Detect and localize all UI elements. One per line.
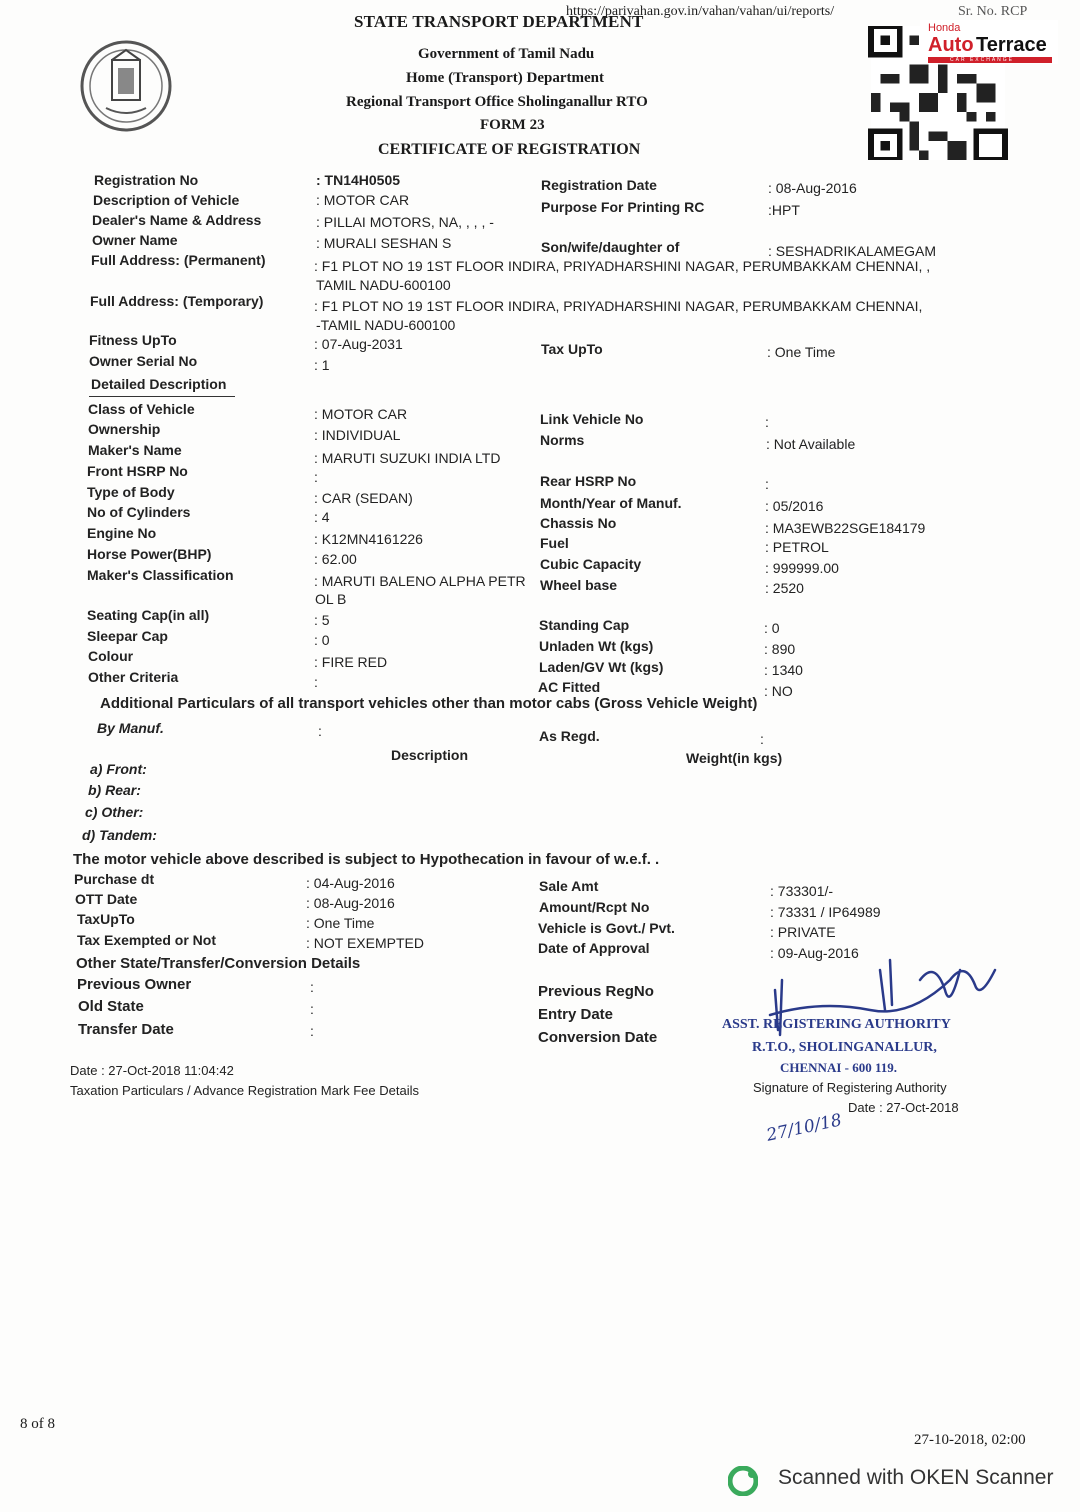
reg-no-label: Registration No <box>94 172 199 188</box>
description-heading: Description <box>391 747 469 763</box>
front-hsrp-label: Front HSRP No <box>87 463 188 479</box>
dealer-logo <box>920 20 1058 64</box>
hypothecation-title: The motor vehicle above described is subject to Hypothecation in favour of w.e.f. . <box>73 851 660 868</box>
brand-sub: CAR EXCHANGE <box>950 57 1015 63</box>
purpose-label: Purpose For Printing RC <box>541 199 705 215</box>
page-number: 8 of 8 <box>20 1416 55 1432</box>
norms-label: Norms <box>540 432 585 448</box>
unladen-label: Unladen Wt (kgs) <box>539 638 654 654</box>
signature-label: Signature of Registering Authority <box>753 1080 947 1095</box>
dealer-value: : PILLAI MOTORS, NA, , , , - <box>316 214 494 230</box>
colour-label: Colour <box>88 648 134 664</box>
gov-line: Government of Tamil Nadu <box>418 46 595 62</box>
by-manuf-colon: : <box>318 723 322 739</box>
rear-hsrp-label: Rear HSRP No <box>540 473 637 489</box>
addr-perm-label: Full Address: (Permanent) <box>91 252 266 268</box>
reg-date-value: : 08-Aug-2016 <box>768 180 857 196</box>
prev-owner-label: Previous Owner <box>77 976 192 993</box>
son-value: : SESHADRIKALAMEGAM <box>768 243 937 259</box>
old-state-colon: : <box>310 1001 314 1017</box>
fuel-value: : PETROL <box>765 539 829 555</box>
as-regd-label: As Regd. <box>539 728 600 744</box>
transfer-date-colon: : <box>310 1023 314 1039</box>
approval-label: Date of Approval <box>538 940 650 956</box>
serial-value: : 1 <box>314 357 330 373</box>
detailed-heading: Detailed Description <box>91 376 227 392</box>
form-line: FORM 23 <box>480 117 545 133</box>
tax-value: : One Time <box>767 344 836 360</box>
govt-pvt-label: Vehicle is Govt./ Pvt. <box>538 920 675 936</box>
ownership-label: Ownership <box>88 421 161 437</box>
standing-value: : 0 <box>764 620 780 636</box>
addr-perm-line1: : F1 PLOT NO 19 1ST FLOOR INDIRA, PRIYADHARSHINI NAGAR, PERUMBAKKAM CHENNAI, , <box>314 258 931 274</box>
tax-exempt-label: Tax Exempted or Not <box>77 932 216 948</box>
maker-label: Maker's Name <box>88 442 182 458</box>
addr-temp-line1: : F1 PLOT NO 19 1ST FLOOR INDIRA, PRIYADHARSHINI NAGAR, PERUMBAKKAM CHENNAI, <box>314 298 923 314</box>
sleeper-value: : 0 <box>314 632 330 648</box>
link-vehicle-value: : <box>765 414 769 430</box>
ac-label: AC Fitted <box>538 679 601 695</box>
entry-date-label: Entry Date <box>538 1006 614 1023</box>
axle-rear: b) Rear: <box>88 782 141 798</box>
standing-label: Standing Cap <box>539 617 630 633</box>
cylinders-label: No of Cylinders <box>87 504 191 520</box>
owner-label: Owner Name <box>92 232 178 248</box>
norms-value: : Not Available <box>766 436 856 452</box>
axle-other: c) Other: <box>85 804 144 820</box>
body-label: Type of Body <box>87 484 175 500</box>
colour-value: : FIRE RED <box>314 654 388 670</box>
weight-heading: Weight(in kgs) <box>686 750 783 766</box>
axle-front: a) Front: <box>90 761 147 777</box>
link-vehicle-label: Link Vehicle No <box>540 411 644 427</box>
engine-label: Engine No <box>87 525 157 541</box>
brand-terrace: Terrace <box>976 34 1047 56</box>
manuf-value: : 05/2016 <box>765 498 824 514</box>
ownership-value: : INDIVIDUAL <box>314 427 401 443</box>
detailed-underline <box>89 396 235 397</box>
wheelbase-value: : 2520 <box>765 580 804 596</box>
addr-temp-line2: -TAMIL NADU-600100 <box>316 317 456 333</box>
bhp-value: : 62.00 <box>314 551 357 567</box>
wheelbase-label: Wheel base <box>540 577 618 593</box>
sale-amt-label: Sale Amt <box>539 878 599 894</box>
purchase-label: Purchase dt <box>74 871 155 887</box>
fitness-label: Fitness UpTo <box>89 332 177 348</box>
dealer-label: Dealer's Name & Address <box>92 212 262 228</box>
rcpt-value: : 73331 / IP64989 <box>770 904 881 920</box>
addr-temp-label: Full Address: (Temporary) <box>90 293 264 309</box>
print-date: Date : 27-Oct-2018 11:04:42 <box>70 1063 234 1078</box>
certificate-title: CERTIFICATE OF REGISTRATION <box>378 141 641 158</box>
laden-value: : 1340 <box>764 662 803 678</box>
home-dept-line: Home (Transport) Department <box>406 70 605 86</box>
axle-tandem: d) Tandem: <box>82 827 157 843</box>
department-title: STATE TRANSPORT DEPARTMENT <box>354 12 644 31</box>
govt-pvt-value: : PRIVATE <box>770 924 836 940</box>
sleeper-label: Sleepar Cap <box>87 628 168 644</box>
class-label: Class of Vehicle <box>88 401 195 417</box>
scanner-watermark: Scanned with OKEN Scanner <box>778 1466 1054 1489</box>
handwritten-date: 27/10/18 <box>764 1110 844 1146</box>
bhp-label: Horse Power(BHP) <box>87 546 212 562</box>
sale-amt-value: : 733301/- <box>770 883 834 899</box>
tamil-nadu-emblem-icon <box>78 38 174 134</box>
seating-label: Seating Cap(in all) <box>87 607 210 623</box>
transfer-title: Other State/Transfer/Conversion Details <box>76 955 361 972</box>
fitness-value: : 07-Aug-2031 <box>314 336 403 352</box>
class-value: : MOTOR CAR <box>314 406 408 422</box>
tax-label: Tax UpTo <box>541 341 603 357</box>
desc-label: Description of Vehicle <box>93 192 240 208</box>
chassis-label: Chassis No <box>540 515 617 531</box>
rear-hsrp-value: : <box>765 476 769 492</box>
taxupto-label: TaxUpTo <box>77 911 135 927</box>
cc-label: Cubic Capacity <box>540 556 642 572</box>
other-criteria-label: Other Criteria <box>88 669 179 685</box>
rto-line: Regional Transport Office Sholinganallur RTO <box>346 94 648 110</box>
unladen-value: : 890 <box>764 641 796 657</box>
fuel-label: Fuel <box>540 535 569 551</box>
taxupto-value: : One Time <box>306 915 375 931</box>
maker-value: : MARUTI SUZUKI INDIA LTD <box>314 450 501 466</box>
as-regd-colon: : <box>760 731 764 747</box>
additional-title: Additional Particulars of all transport vehicles other than motor cabs (Gross Vehicle Weight) <box>100 695 758 712</box>
ott-label: OTT Date <box>75 891 138 907</box>
classification-label: Maker's Classification <box>87 567 234 583</box>
conversion-date-label: Conversion Date <box>538 1029 658 1046</box>
laden-label: Laden/GV Wt (kgs) <box>539 659 664 675</box>
brand-honda: Honda <box>928 22 961 34</box>
reg-date-label: Registration Date <box>541 177 657 193</box>
cc-value: : 999999.00 <box>765 560 839 576</box>
purchase-value: : 04-Aug-2016 <box>306 875 395 891</box>
son-label: Son/wife/daughter of <box>541 239 680 255</box>
source-url-tail: Sr. No. RCP <box>958 4 1028 19</box>
source-url: https://parivahan.gov.in/vahan/vahan/ui/reports/ <box>566 4 835 19</box>
owner-value: : MURALI SESHAN S <box>316 235 452 251</box>
stamp-line1: ASST. REGISTERING AUTHORITY <box>722 1017 951 1032</box>
classification-value-cont: OL B <box>315 591 347 607</box>
body-value: : CAR (SEDAN) <box>314 490 413 506</box>
prev-reg-label: Previous RegNo <box>538 983 654 1000</box>
seating-value: : 5 <box>314 612 330 628</box>
front-hsrp-value: : <box>314 469 318 485</box>
ac-value: : NO <box>764 683 793 699</box>
scan-timestamp: 27-10-2018, 02:00 <box>914 1432 1026 1448</box>
reg-no-value: : TN14H0505 <box>316 172 401 188</box>
tax-exempt-value: : NOT EXEMPTED <box>306 935 424 951</box>
other-criteria-value: : <box>314 674 318 690</box>
rcpt-label: Amount/Rcpt No <box>539 899 650 915</box>
ott-value: : 08-Aug-2016 <box>306 895 395 911</box>
desc-value: : MOTOR CAR <box>316 192 410 208</box>
transfer-date-label: Transfer Date <box>78 1021 174 1038</box>
addr-perm-line2: TAMIL NADU-600100 <box>316 277 451 293</box>
oken-scanner-icon <box>728 1466 758 1496</box>
old-state-label: Old State <box>78 998 144 1015</box>
stamp-line2: R.T.O., SHOLINGANALLUR, <box>752 1040 937 1055</box>
stamp-line3: CHENNAI - 600 119. <box>780 1060 898 1075</box>
prev-owner-colon: : <box>310 979 314 995</box>
approval-value: : 09-Aug-2016 <box>770 945 859 961</box>
manuf-label: Month/Year of Manuf. <box>540 495 682 511</box>
brand-auto: Auto <box>928 34 974 56</box>
serial-label: Owner Serial No <box>89 353 198 369</box>
engine-value: : K12MN4161226 <box>314 531 423 547</box>
taxation-note: Taxation Particulars / Advance Registration Mark Fee Details <box>70 1083 419 1098</box>
classification-value: : MARUTI BALENO ALPHA PETR <box>314 573 526 589</box>
cylinders-value: : 4 <box>314 509 330 525</box>
purpose-value: :HPT <box>768 202 800 218</box>
chassis-value: : MA3EWB22SGE184179 <box>765 520 926 536</box>
signature-date: Date : 27-Oct-2018 <box>848 1100 959 1115</box>
by-manuf-label: By Manuf. <box>97 720 164 736</box>
